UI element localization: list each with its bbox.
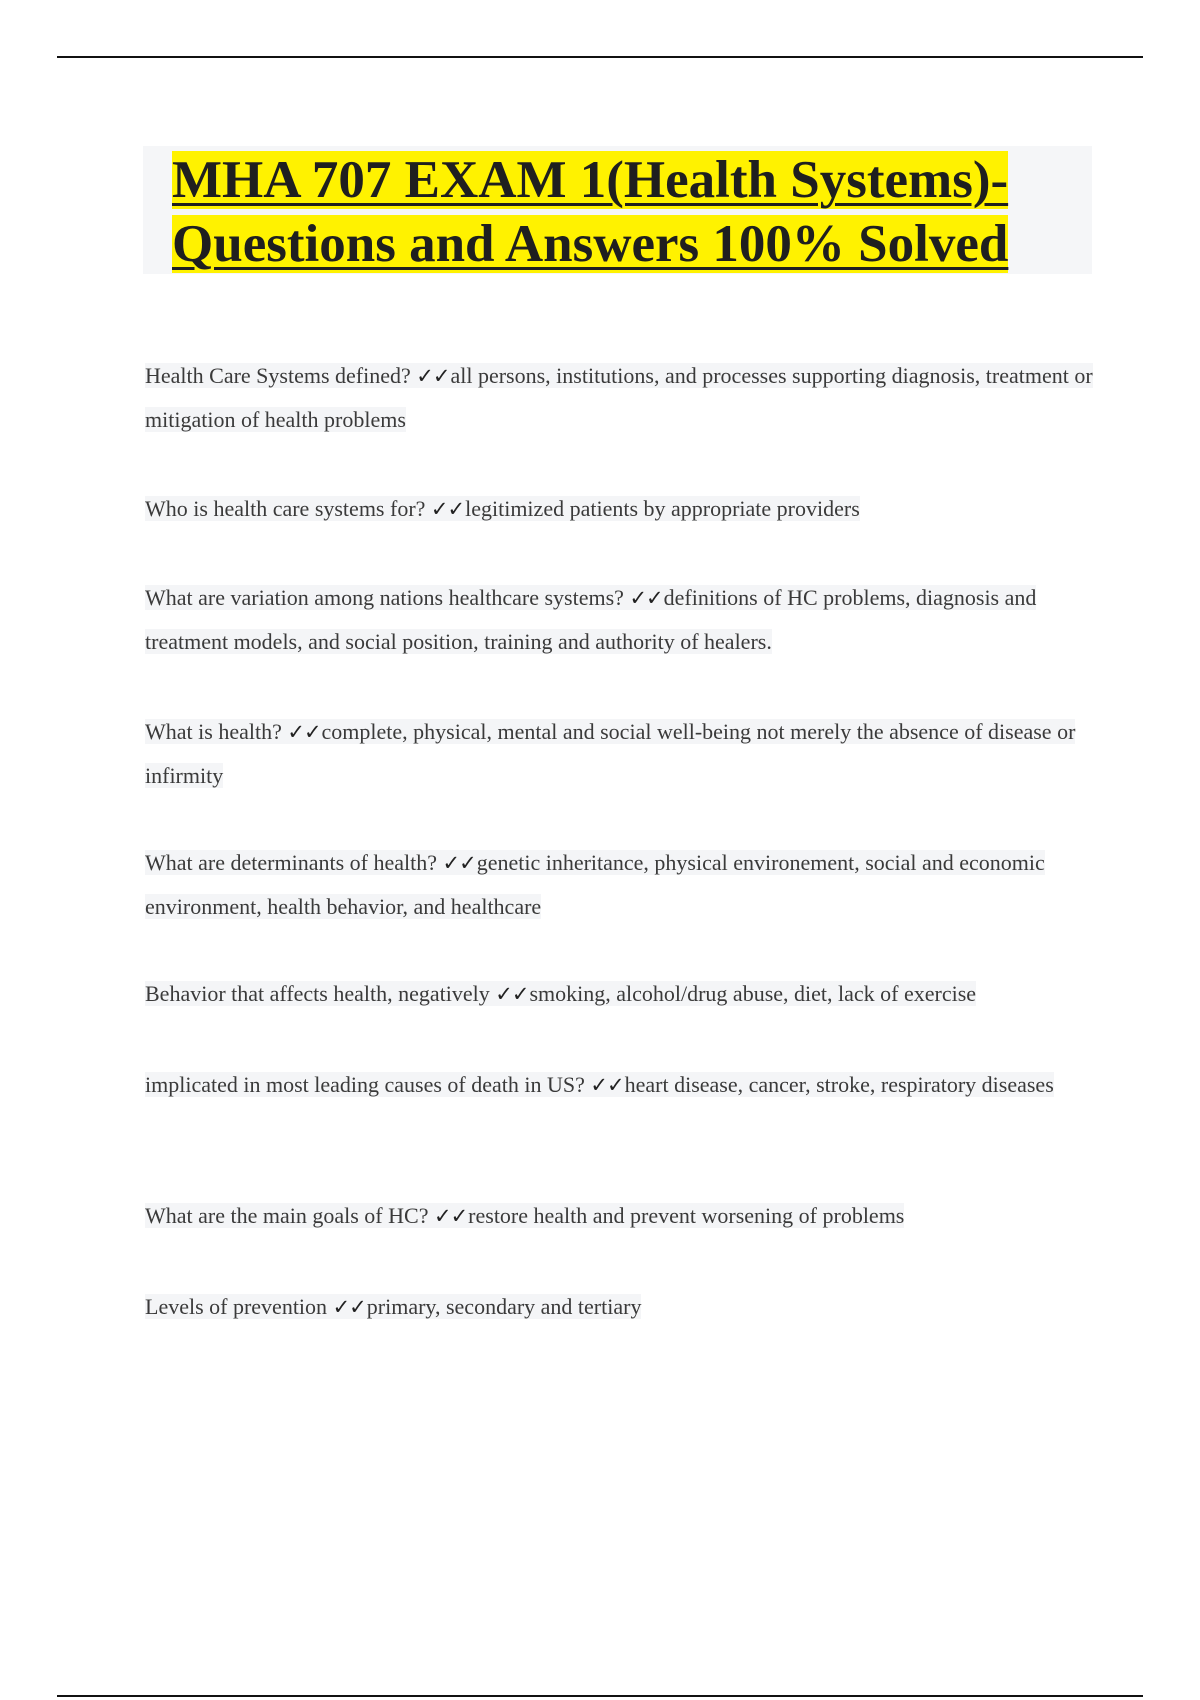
answer-text: heart disease, cancer, stroke, respiratory diseases	[624, 1072, 1054, 1097]
answer-text: complete, physical, mental and social well-being not merely the absence of disease or infirmity	[145, 719, 1076, 788]
question-text: Levels of prevention	[145, 1294, 328, 1319]
answer-text: restore health and prevent worsening of problems	[468, 1203, 905, 1228]
question-text: implicated in most leading causes of death in US?	[145, 1072, 585, 1097]
double-check-icon: ✓✓	[495, 982, 529, 1006]
question-text: Health Care Systems defined?	[145, 363, 411, 388]
qa-item-6	[145, 972, 1105, 1016]
question-text: What are determinants of health?	[145, 850, 437, 875]
double-check-icon: ✓✓	[430, 497, 465, 521]
document-title-text: MHA 707 EXAM 1(Health Systems)- Questions and Answers 100% Solved	[172, 151, 1009, 273]
qa-item-8	[145, 1194, 1105, 1238]
answer-text: genetic inheritance, physical environement, social and economic environment, health behavior, and healthcare	[145, 850, 1045, 919]
double-check-icon: ✓✓	[433, 1204, 468, 1228]
qa-item-7	[145, 1063, 1105, 1107]
question-text: What are variation among nations healthcare systems?	[145, 585, 624, 610]
double-check-icon: ✓✓	[590, 1073, 624, 1097]
double-check-icon: ✓✓	[629, 586, 663, 610]
qa-item-4	[145, 710, 1105, 798]
document-title	[172, 148, 1092, 276]
bottom-rule	[57, 1695, 1143, 1697]
qa-item-5	[145, 841, 1105, 929]
answer-text: legitimized patients by appropriate providers	[465, 496, 860, 521]
top-rule	[57, 56, 1143, 58]
double-check-icon: ✓✓	[442, 851, 476, 875]
answer-text: definitions of HC problems, diagnosis and treatment models, and social position, training and authority of healers.	[145, 585, 1037, 654]
double-check-icon: ✓✓	[416, 364, 450, 388]
question-text: What are the main goals of HC?	[145, 1203, 429, 1228]
answer-text: all persons, institutions, and processes supporting diagnosis, treatment or mitigation of health problems	[145, 363, 1093, 432]
double-check-icon: ✓✓	[287, 720, 321, 744]
question-text: What is health?	[145, 719, 282, 744]
answer-text: primary, secondary and tertiary	[366, 1294, 642, 1319]
answer-text: smoking, alcohol/drug abuse, diet, lack of exercise	[529, 981, 977, 1006]
qa-item-1	[145, 354, 1105, 442]
qa-item-2	[145, 487, 1105, 531]
question-text: Who is health care systems for?	[145, 496, 426, 521]
double-check-icon: ✓✓	[332, 1295, 366, 1319]
qa-item-9	[145, 1285, 1105, 1329]
qa-item-3	[145, 576, 1105, 664]
question-text: Behavior that affects health, negatively	[145, 981, 490, 1006]
